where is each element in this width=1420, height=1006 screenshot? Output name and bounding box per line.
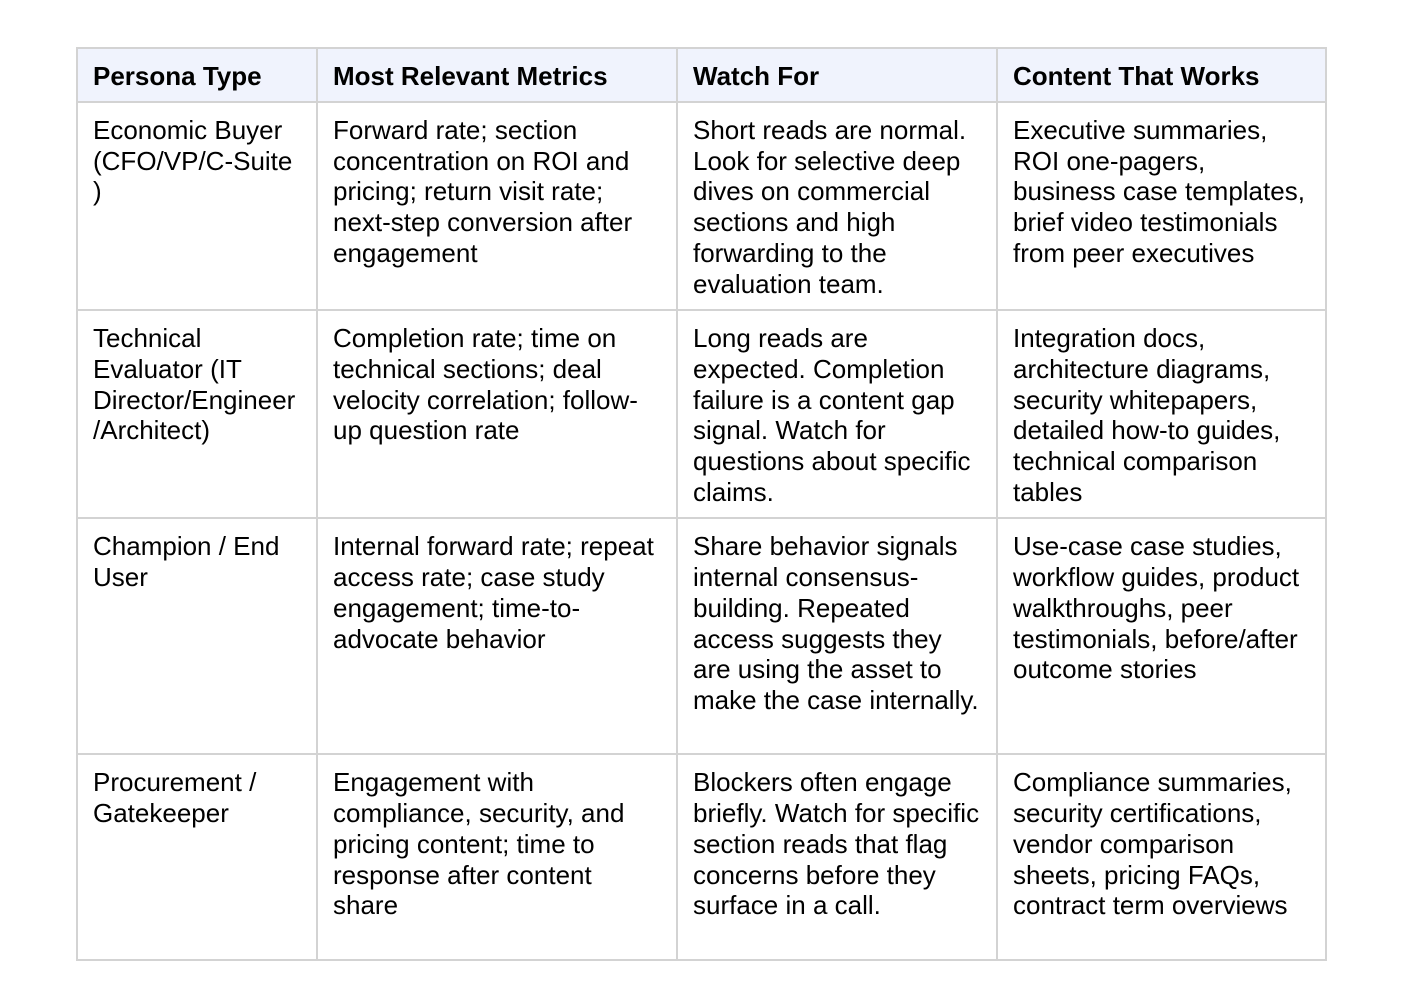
cell-persona: Champion / End User — [77, 518, 317, 754]
cell-watch-for: Blockers often engage briefly. Watch for specific section reads that flag concerns before they surface in a call. — [677, 754, 997, 960]
header-watch-for: Watch For — [677, 48, 997, 102]
table-header — [77, 48, 1326, 102]
cell-metrics: Engagement with compliance, security, and pricing content; time to response after content share — [317, 754, 677, 960]
cell-content: Use-case case studies, workflow guides, product walkthroughs, peer testimonials, before/after outcome stories — [997, 518, 1326, 754]
persona-metrics-table — [76, 47, 1327, 961]
cell-watch-for: Long reads are expected. Completion failure is a content gap signal. Watch for questions about specific claims. — [677, 310, 997, 518]
cell-metrics: Forward rate; section concentration on ROI and pricing; return visit rate; next-step conversion after engagement — [317, 102, 677, 310]
cell-persona: Economic Buyer (CFO/VP/C-Suite ) — [77, 102, 317, 310]
table-body — [77, 102, 1326, 960]
cell-content: Executive summaries, ROI one-pagers, business case templates, brief video testimonials from peer executives — [997, 102, 1326, 310]
table-row — [77, 102, 1326, 310]
table-row — [77, 754, 1326, 960]
cell-watch-for: Short reads are normal. Look for selective deep dives on commercial sections and high forwarding to the evaluation team. — [677, 102, 997, 310]
table-row — [77, 310, 1326, 518]
cell-content: Integration docs, architecture diagrams, security whitepapers, detailed how-to guides, technical comparison tables — [997, 310, 1326, 518]
cell-metrics: Internal forward rate; repeat access rate; case study engagement; time-to-advocate behavior — [317, 518, 677, 754]
header-most-relevant-metrics: Most Relevant Metrics — [317, 48, 677, 102]
cell-persona: Procurement / Gatekeeper — [77, 754, 317, 960]
header-persona-type: Persona Type — [77, 48, 317, 102]
header-row — [77, 48, 1326, 102]
cell-content: Compliance summaries, security certifications, vendor comparison sheets, pricing FAQs, contract term overviews — [997, 754, 1326, 960]
cell-watch-for: Share behavior signals internal consensus-building. Repeated access suggests they are using the asset to make the case internally. — [677, 518, 997, 754]
cell-metrics: Completion rate; time on technical sections; deal velocity correlation; follow-up question rate — [317, 310, 677, 518]
header-content-that-works: Content That Works — [997, 48, 1326, 102]
cell-persona: Technical Evaluator (IT Director/Engineer /Architect) — [77, 310, 317, 518]
table-row — [77, 518, 1326, 754]
